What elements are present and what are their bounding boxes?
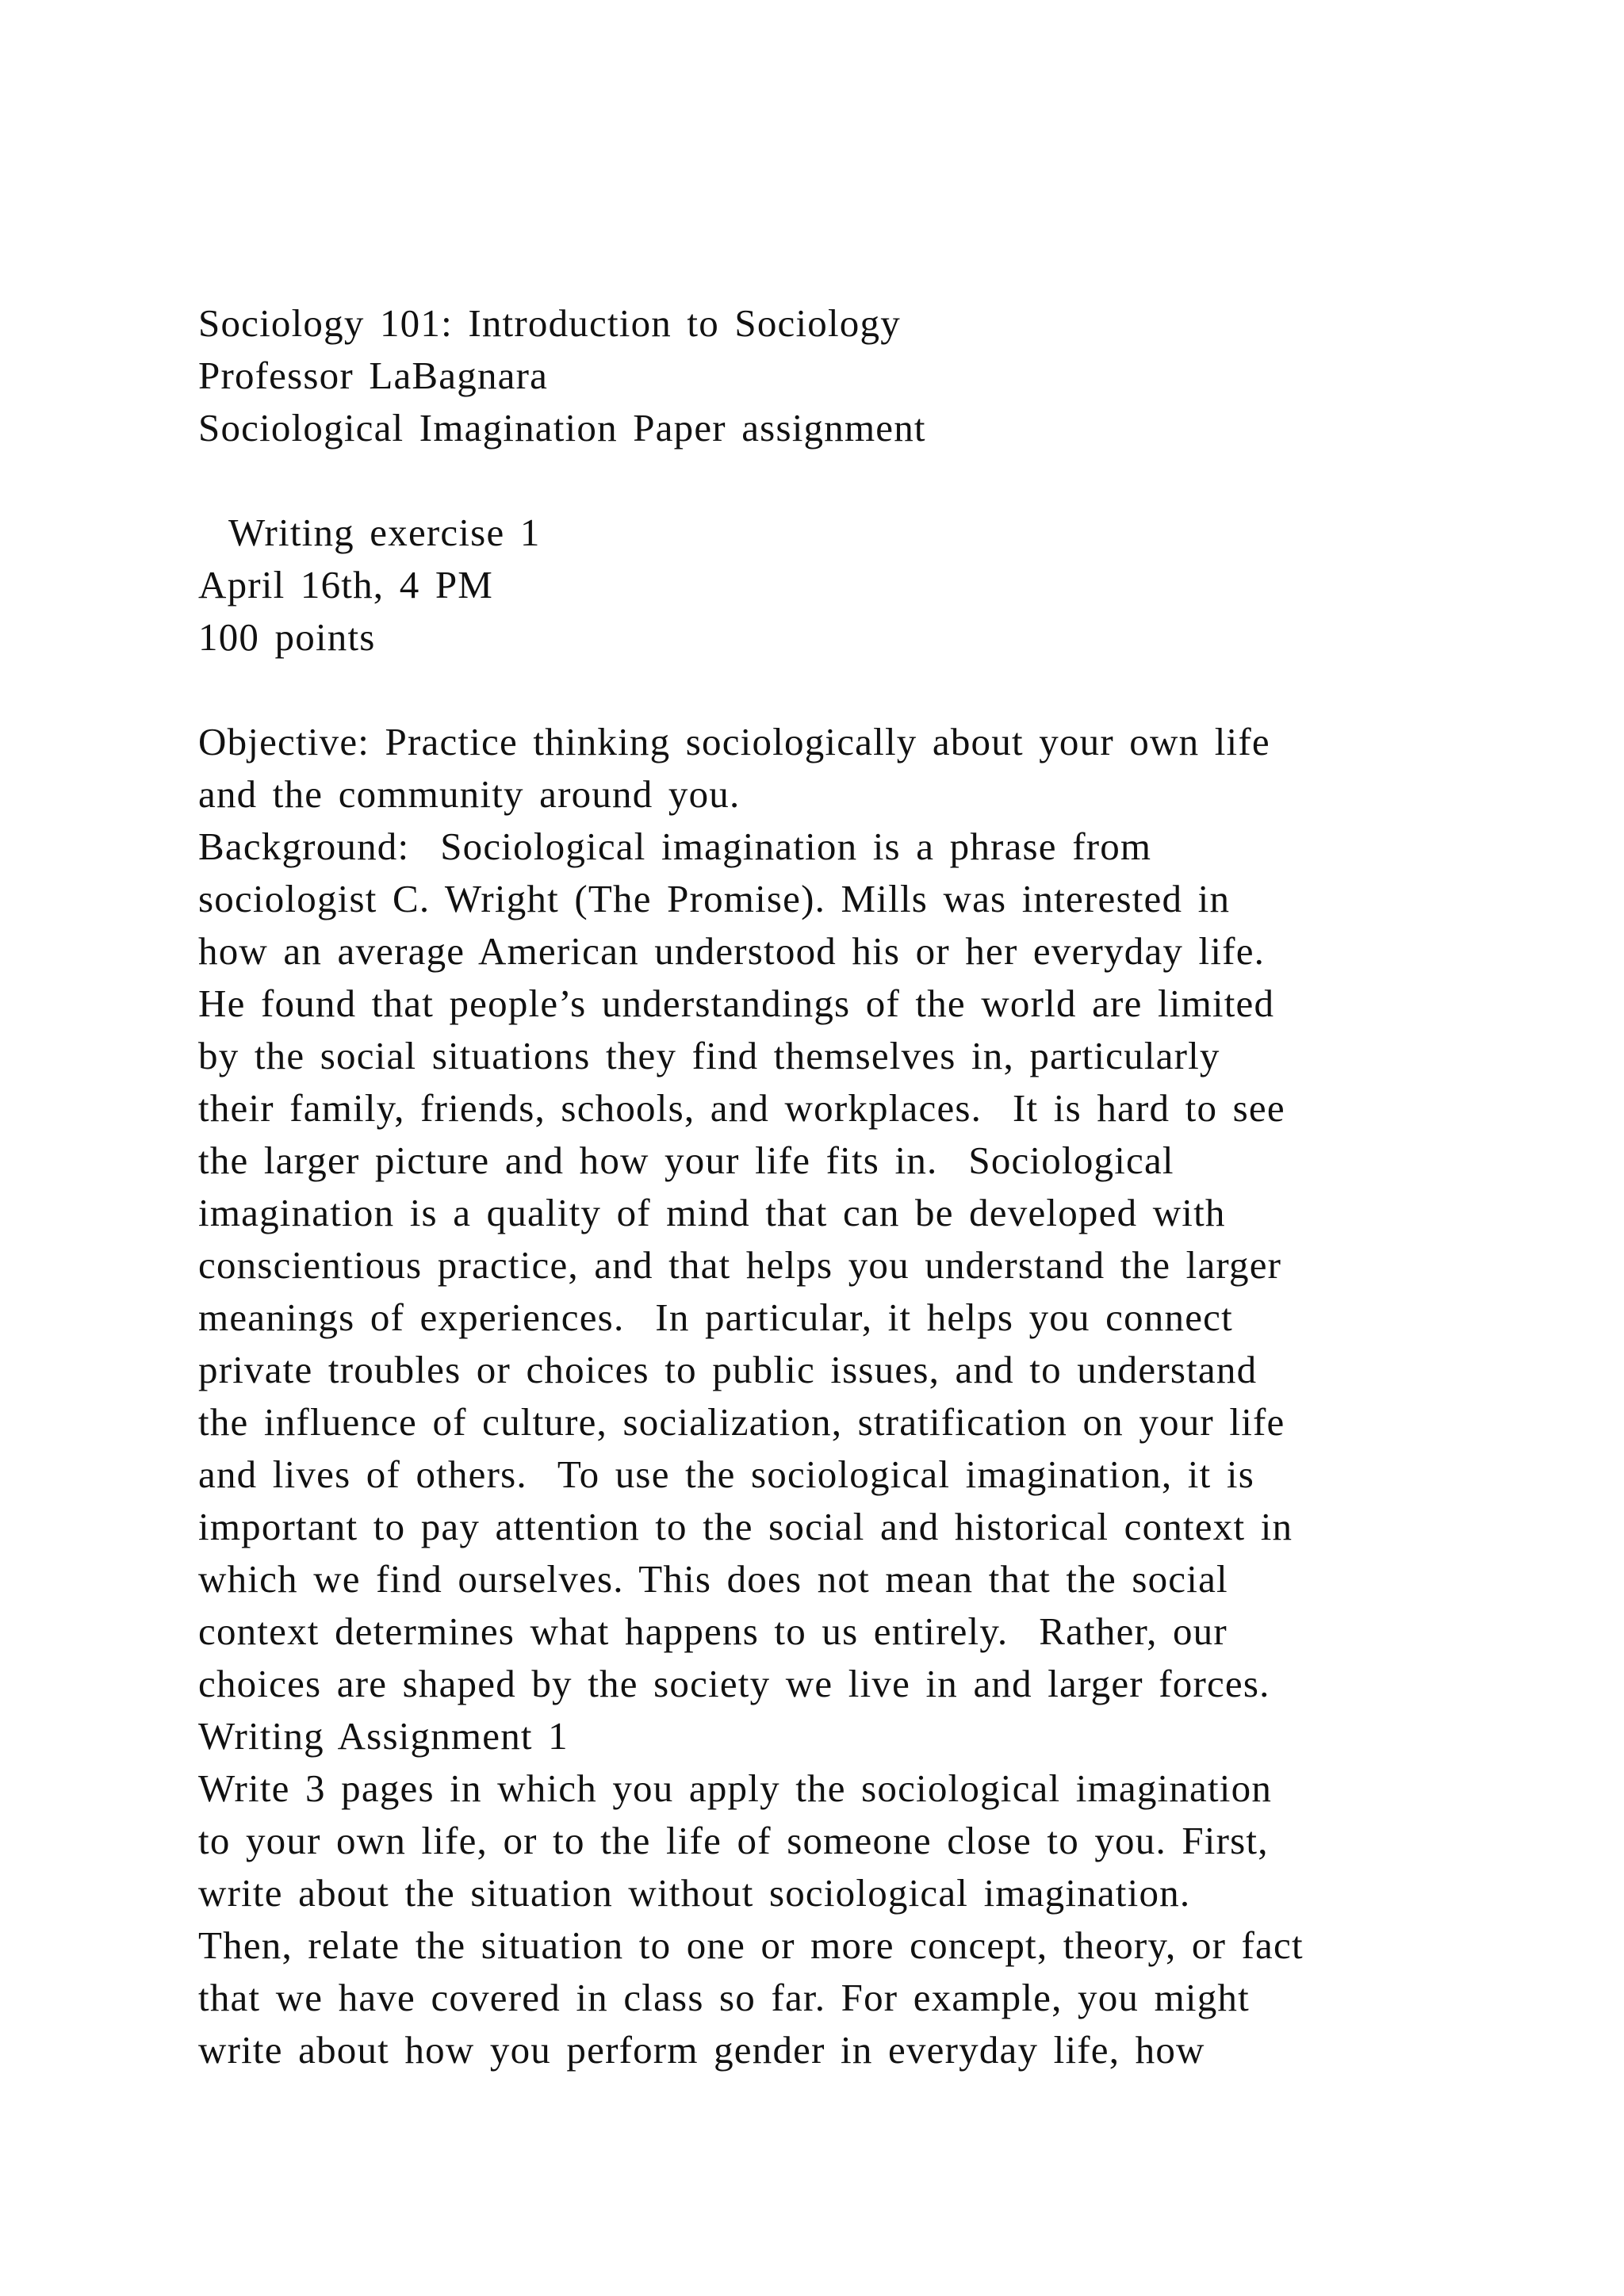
section-heading: Writing Assignment 1: [198, 1714, 569, 1758]
body-line: that we have covered in class so far. For example, you might: [198, 1976, 1250, 2019]
body-line: Then, relate the situation to one or more concept, theory, or fact: [198, 1923, 1304, 1967]
body-line: how an average American understood his or her everyday life.: [198, 929, 1266, 973]
body-line: He found that people’s understandings of the world are limited: [198, 982, 1275, 1025]
due-date: April 16th, 4 PM: [198, 563, 494, 607]
body-line: by the social situations they find themselves in, particularly: [198, 1034, 1220, 1077]
body-line: the influence of culture, socialization, stratification on your life: [198, 1400, 1285, 1444]
body-line: context determines what happens to us entirely. Rather, our: [198, 1609, 1228, 1653]
body-line: Objective: Practice thinking sociologically about your own life: [198, 720, 1270, 763]
document-text: [198, 297, 1546, 2076]
body-line: and lives of others. To use the sociological imagination, it is: [198, 1452, 1254, 1496]
body-line: their family, friends, schools, and workplaces. It is hard to see: [198, 1086, 1285, 1130]
body-line: write about how you perform gender in everyday life, how: [198, 2028, 1205, 2072]
professor-name: Professor LaBagnara: [198, 354, 549, 397]
course-title: Sociology 101: Introduction to Sociology: [198, 301, 901, 345]
body-line: imagination is a quality of mind that can be developed with: [198, 1191, 1226, 1234]
blank-line: [198, 664, 1546, 716]
body-line: which we find ourselves. This does not mean that the social: [198, 1557, 1228, 1601]
body-line: conscientious practice, and that helps you understand the larger: [198, 1243, 1282, 1287]
body-line: Write 3 pages in which you apply the sociological imagination: [198, 1766, 1273, 1810]
points-value: 100 points: [198, 615, 376, 659]
body-line: to your own life, or to the life of someone close to you. First,: [198, 1819, 1269, 1862]
body-line: write about the situation without sociological imagination.: [198, 1871, 1191, 1915]
body-line: meanings of experiences. In particular, it helps you connect: [198, 1295, 1233, 1339]
body-line: the larger picture and how your life fits in. Sociological: [198, 1138, 1174, 1182]
body-line: and the community around you.: [198, 772, 741, 816]
body-line: Background: Sociological imagination is a phrase from: [198, 825, 1152, 868]
body-line: sociologist C. Wright (The Promise). Mills was interested in: [198, 877, 1231, 920]
exercise-label: Writing exercise 1: [198, 511, 541, 554]
assignment-title: Sociological Imagination Paper assignment: [198, 406, 926, 450]
body-line: private troubles or choices to public issues, and to understand: [198, 1348, 1258, 1391]
body-line: choices are shaped by the society we live in and larger forces.: [198, 1662, 1270, 1705]
body-line: important to pay attention to the social and historical context in: [198, 1505, 1293, 1548]
blank-line: [198, 454, 1546, 507]
